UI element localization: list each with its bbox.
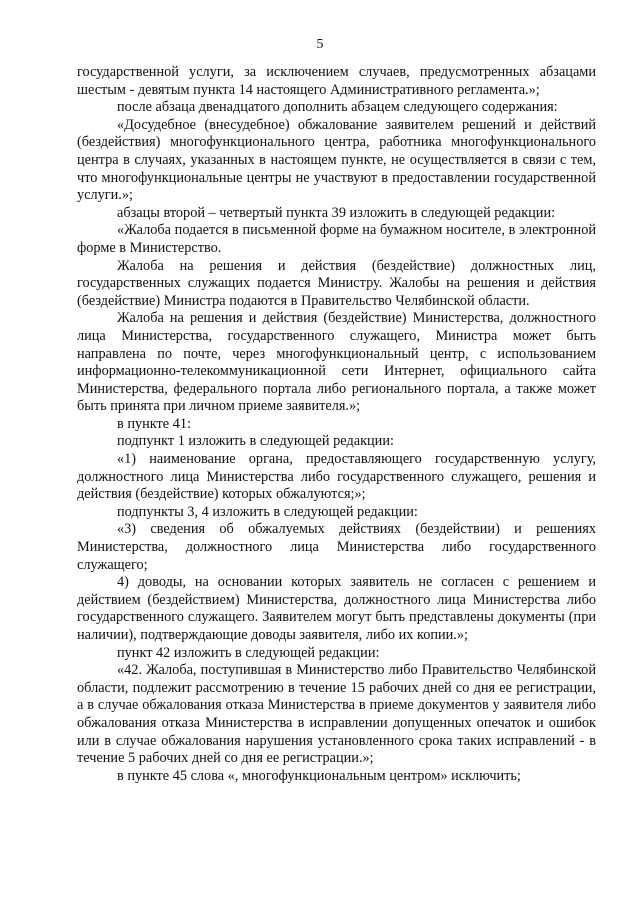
- paragraph-6: Жалоба на решения и действия (бездействие) должностных лиц, государственных служащих подается Министру. Жалобы на решения и действия (бездействие) Министра подаются в Правительство Челябинской области.: [77, 257, 596, 309]
- paragraph-4: абзацы второй – четвертый пункта 39 изложить в следующей редакции:: [117, 204, 556, 221]
- paragraph-10: «1) наименование органа, предоставляющего государственную услугу, должностного лица Министерства либо государственного служащего, решения и действия (бездействие) которых обжалуются;»;: [77, 451, 596, 503]
- paragraph-15: «42. Жалоба, поступившая в Министерство либо Правительство Челябинской области, подлежит рассмотрению в течение 15 рабочих дней со дня ее регистрации, а в случае обжалования отказа Министерства в приеме документов у заявителя либо обжалования отказа Министерства в исправлении допущенных опечаток и ошибок или в случае обжалования нарушения установленного срока таких исправлений - в течение 5 рабочих дней со дня ее регистрации.»;: [77, 662, 596, 767]
- paragraph-5: «Жалоба подается в письменной форме на бумажном носителе, в электронной форме в Министерство.: [77, 222, 596, 256]
- paragraph-13: 4) доводы, на основании которых заявитель не согласен с решением и действием (бездействием) Министерства, должностного лица Министерства либо государственного служащего. Заявителем могут быть представлены документы (при наличии), подтверждающие доводы заявителя, либо их копии.»;: [77, 574, 596, 643]
- page-number: 5: [316, 37, 324, 52]
- paragraph-14: пункт 42 изложить в следующей редакции:: [117, 644, 380, 661]
- paragraph-8: в пункте 41:: [117, 415, 191, 432]
- paragraph-11: подпункты 3, 4 изложить в следующей редакции:: [117, 503, 418, 520]
- paragraph-12: «3) сведения об обжалуемых действиях (бездействии) и решениях Министерства, должностного лица Министерства либо государственного служащего;: [77, 521, 596, 573]
- paragraph-2: после абзаца двенадцатого дополнить абзацем следующего содержания:: [117, 99, 558, 116]
- paragraph-3: «Досудебное (внесудебное) обжалование заявителем решений и действий (бездействия) многофункционального центра, работника многофункционального центра в случаях, указанных в настоящем пункте, не осуществляется в связи с тем, что многофункциональные центры не участвуют в предоставлении государственной услуги.»;: [77, 116, 596, 204]
- paragraph-16: в пункте 45 слова «, многофункциональным центром» исключить;: [117, 767, 521, 784]
- document-body: [77, 64, 596, 785]
- paragraph-9: подпункт 1 изложить в следующей редакции:: [117, 433, 394, 450]
- paragraph-1: государственной услуги, за исключением случаев, предусмотренных абзацами шестым - девятым пункта 14 настоящего Административного регламента.»;: [77, 64, 596, 98]
- paragraph-7: Жалоба на решения и действия (бездействие) Министерства, должностного лица Министерства, государственного служащего, Министра может быть направлена по почте, через многофункциональный центр, с использованием информационно-телекоммуникационной сети Интернет, официального сайта Министерства, федерального портала либо регионального портала, а также может быть принята при личном приеме заявителя.»;: [77, 310, 596, 415]
